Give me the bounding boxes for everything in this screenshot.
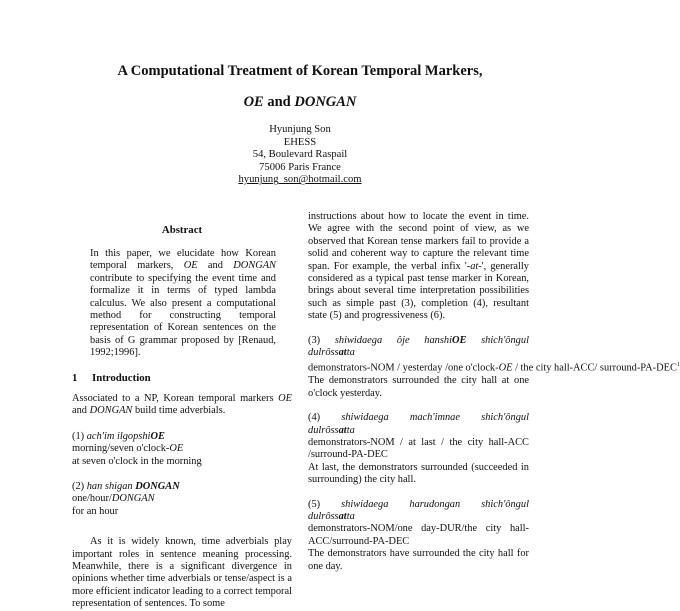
abstract-body — [90, 248, 276, 360]
author-block — [0, 124, 600, 187]
paper-title-line2 — [0, 94, 600, 111]
affiliation: EHESS — [283, 136, 317, 148]
example-3: (3) shiwidaega ôje hanshiOE shich'ôngul dulrôssatta demonstrators-NOM / yesterday /one o'clock-OE / the city hall-ACC/ surround-PA-DEC$^1$ The demonstrators surrounded the city hall at one o'clock yesterday. — [308, 334, 680, 399]
abstract-oe: OE — [183, 260, 198, 272]
intro-body — [72, 393, 292, 611]
example-5: (5) shiwidaega harudongan shich'ôngul dulrôssatta demonstrators-NOM/one day-DUR/the city hall-ACC/surround-PA-DEC The demonstrators have surrounded the city hall for one day. — [308, 498, 529, 572]
author-name: Hyunjung Son — [269, 124, 331, 135]
title-and: and — [267, 94, 291, 110]
example-1: (1) ach'im ilgopshiOE morning/seven o'clock-OE at seven o'clock in the morning — [72, 430, 202, 467]
example-2: (2) han shigan DONGAN one/hour/DONGAN for an hour — [72, 481, 180, 517]
abstract-heading: Abstract — [161, 224, 203, 236]
right-paragraph-1: instructions about how to locate the event in time. We agree with the second point of view, as we observed that Korean tense markers fail to provide a solid and coherent way to capture the relevant time span. For example, the verbal infix '-at-', generally considered as a typical past tense marker in Korean, brings about several time interpretation possibilities such as simple past (3), completion (4), resultant state (5) and progressiveness (6). — [308, 211, 530, 322]
example-4: (4) shiwidaega mach'imnae shich'ôngul dulrôssatta demonstrators-NOM / at last / the city hall-ACC /surround-PA-DEC At last, the demonstrators surrounded (succeeded in surrounding) the city hall. — [308, 412, 529, 486]
email-link[interactable]: hyunjung_son@hotmail.com — [238, 174, 362, 186]
intro-paragraph-2: As it is widely known, time adverbials play important roles in sentence meaning processing. Meanwhile, there is a significant divergence in opinions whether time adverbials or tense/aspect is a more efficient indicator leading to a correct temporal representation of sentences. To some — [72, 536, 292, 610]
section-heading-introduction — [72, 372, 151, 384]
paper-title-line1: A Computational Treatment of Korean Temporal Markers, — [117, 63, 483, 79]
abstract-text: In this paper, we elucidate how Korean temporal markers, OE and DONGAN contribute to specifying the event time and formalize it in terms of typed lambda calculus. We also present a computational method for constructing temporal representation of Korean sentences on the basis of G grammar proposed by [Renaud, 1992;1996]. — [90, 248, 276, 359]
title-dongan: DONGAN — [294, 94, 357, 110]
section-number: 1 — [72, 372, 78, 384]
section-title: Introduction — [92, 372, 151, 384]
address-line1: 54, Boulevard Raspail — [252, 149, 348, 161]
right-column — [308, 211, 680, 573]
address-line2: 75006 Paris France — [259, 161, 341, 173]
intro-paragraph-1: Associated to a NP, Korean temporal markers OE and DONGAN build time adverbials. — [72, 393, 292, 417]
title-oe: OE — [243, 94, 264, 110]
abstract-dongan: DONGAN — [233, 260, 276, 272]
